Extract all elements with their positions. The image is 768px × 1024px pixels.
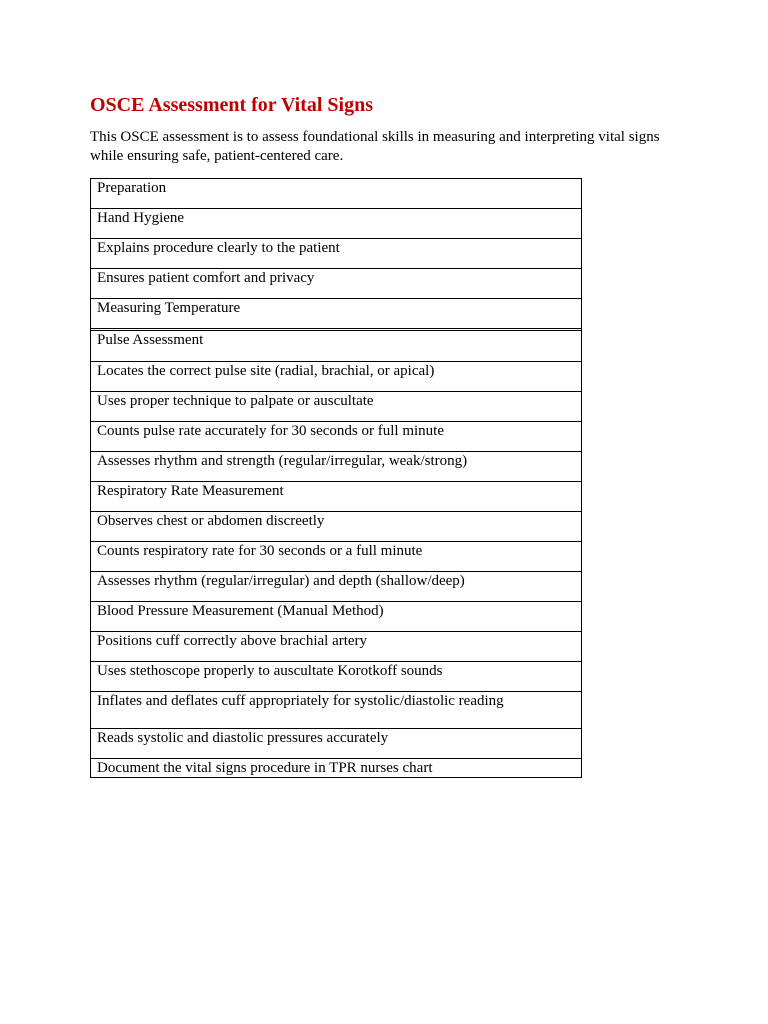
table-cell: Measuring Temperature [97,300,241,316]
table-row [91,728,581,758]
table-row [91,601,581,631]
table-cell: Pulse Assessment [97,332,204,348]
assessment-table [90,178,582,778]
table-row [91,661,581,691]
table-row [91,541,581,571]
table-cell: Hand Hygiene [97,210,185,226]
table-row [91,758,581,777]
table-cell: Respiratory Rate Measurement [97,483,284,499]
table-cell: Counts pulse rate accurately for 30 seconds or full minute [97,423,444,439]
table-cell: Document the vital signs procedure in TPR nurses chart [97,760,433,776]
intro-paragraph: This OSCE assessment is to assess foundational skills in measuring and interpreting vital signs while ensuring safe, patient-centered care. [90,129,660,164]
table-cell: Reads systolic and diastolic pressures accurately [97,730,389,746]
table-row [91,328,581,361]
table-row [91,268,581,298]
table-cell: Inflates and deflates cuff appropriately for systolic/diastolic reading [97,693,504,709]
table-row [91,361,581,391]
table-row [91,179,581,208]
table-cell: Explains procedure clearly to the patient [97,240,340,256]
table-row [91,631,581,661]
table-cell: Assesses rhythm (regular/irregular) and depth (shallow/deep) [97,573,465,589]
table-row [91,691,581,728]
table-cell: Blood Pressure Measurement (Manual Method) [97,603,384,619]
table-row [91,298,581,328]
table-cell: Uses proper technique to palpate or auscultate [97,393,374,409]
table-cell: Uses stethoscope properly to auscultate Korotkoff sounds [97,663,443,679]
table-row [91,391,581,421]
table-row [91,238,581,268]
table-cell: Counts respiratory rate for 30 seconds or a full minute [97,543,423,559]
table-cell: Ensures patient comfort and privacy [97,270,315,286]
page-title: OSCE Assessment for Vital Signs [90,94,374,116]
table-cell: Locates the correct pulse site (radial, brachial, or apical) [97,363,435,379]
table-cell: Preparation [97,180,167,196]
table-row [91,571,581,601]
table-row [91,208,581,238]
table-row [91,451,581,481]
table-row [91,511,581,541]
table-row [91,421,581,451]
table-row [91,481,581,511]
table-cell: Positions cuff correctly above brachial artery [97,633,368,649]
table-cell: Assesses rhythm and strength (regular/irregular, weak/strong) [97,453,468,469]
table-cell: Observes chest or abdomen discreetly [97,513,325,529]
